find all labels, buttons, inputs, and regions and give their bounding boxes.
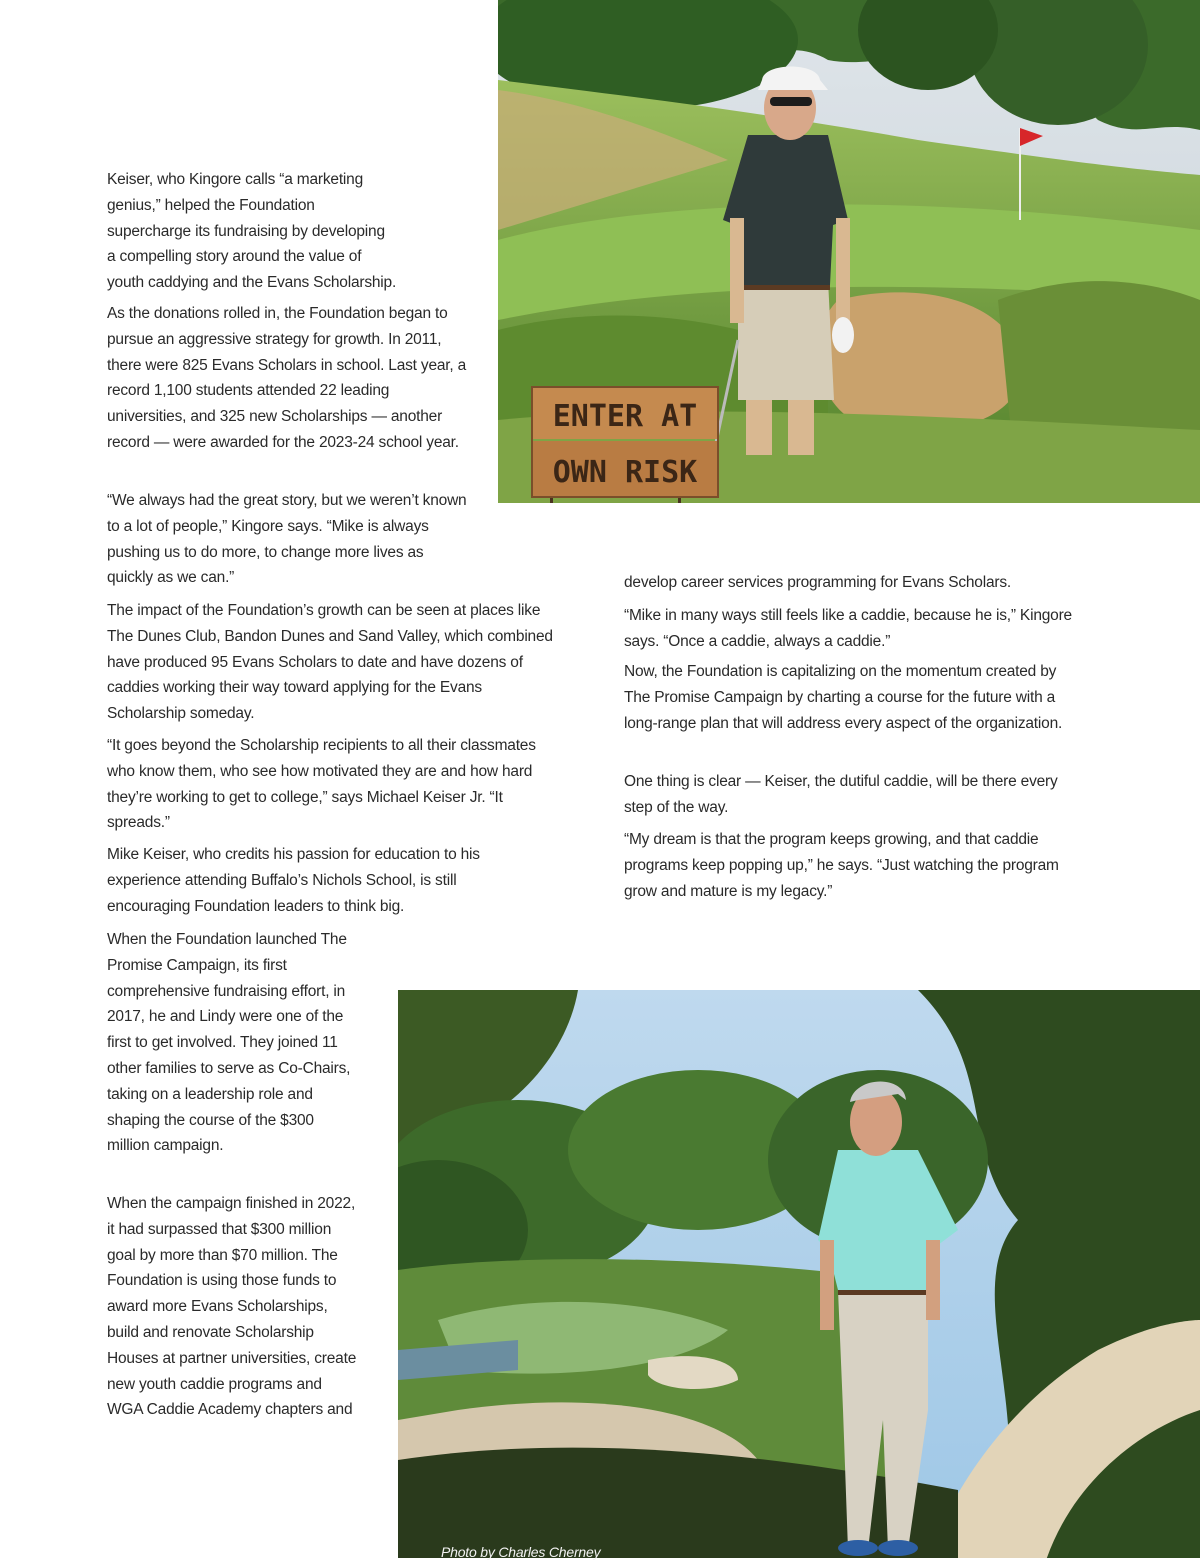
paragraph-donations-growth: As the donations rolled in, the Foundation began to pursue an aggressive strategy for growth. In 2011, there were 825 Evans Scholars in school. Last year, a record 1,100 students attended 22 leading universities, and 325 new Scholarships — another record — were awarded for the 2023-24 school year. xyxy=(107,305,467,451)
paragraph-long-range-plan: Now, the Foundation is capitalizing on the momentum created by The Promise Campaign by charting a course for the future with a long-range plan that will address every aspect of the organization. xyxy=(624,663,1063,732)
sign-line-1: ENTER AT xyxy=(552,399,698,434)
paragraph-dutiful-caddie: One thing is clear — Keiser, the dutiful caddie, will be there every step of the way. xyxy=(624,773,1058,816)
paragraph-once-a-caddie-quote: “Mike in many ways still feels like a caddie, because he is,” Kingore says. “Once a caddie, always a caddie.” xyxy=(624,607,1072,650)
paragraph-great-story-quote: “We always had the great story, but we weren’t known to a lot of people,” Kingore says. “Mike is always pushing us to do more, to change more lives as quickly as we can.” xyxy=(107,492,467,587)
photo-keiser-among-trees xyxy=(398,990,1200,1558)
paragraph-keiser-marketing-genius: Keiser, who Kingore calls “a marketing genius,” helped the Foundation supercharge its fundraising by developing a compelling story around the value of youth caddying and the Evans Scholarship. xyxy=(107,171,397,292)
paragraph-passion-education: Mike Keiser, who credits his passion for education to his experience attending Buffalo’s Nichols School, is still encouraging Foundation leaders to think big. xyxy=(107,846,480,915)
enter-at-own-risk-sign xyxy=(532,387,718,503)
photo-credit: Photo by Charles Cherney xyxy=(441,1544,601,1560)
paragraph-dream-quote: “My dream is that the program keeps growing, and that caddie programs keep popping up,” he says. “Just watching the program grow and mature is my legacy.” xyxy=(624,831,1059,900)
paragraph-campaign-finished: When the campaign finished in 2022, it had surpassed that $300 million goal by more than $70 million. The Foundation is using those funds to award more Evans Scholarships, build and renovate Scholarship Houses at partner universities, create new youth caddie programs and WGA Caddie Academy chapters and xyxy=(107,1195,357,1419)
paragraph-beyond-recipients-quote: “It goes beyond the Scholarship recipients to all their classmates who know them, who see how motivated they are and how hard they’re working to get to college,” says Michael Keiser Jr. “It spreads.” xyxy=(107,737,536,832)
paragraph-career-services: develop career services programming for Evans Scholars. xyxy=(624,574,1012,591)
paragraph-promise-campaign: When the Foundation launched The Promise Campaign, its first comprehensive fundraising effort, in 2017, he and Lindy were one of the first to get involved. They joined 11 other families to serve as Co-Chairs, taking on a leadership role and shaping the course of the $300 million campaign. xyxy=(107,931,351,1155)
photo-keiser-enter-at-own-risk xyxy=(498,0,1200,503)
paragraph-impact-growth: The impact of the Foundation’s growth can be seen at places like The Dunes Club, Bandon Dunes and Sand Valley, which combined have produced 95 Evans Scholars to date and have dozens of caddies working their way toward applying for the Evans Scholarship someday. xyxy=(107,602,553,723)
sign-line-2: OWN RISK xyxy=(552,455,698,490)
